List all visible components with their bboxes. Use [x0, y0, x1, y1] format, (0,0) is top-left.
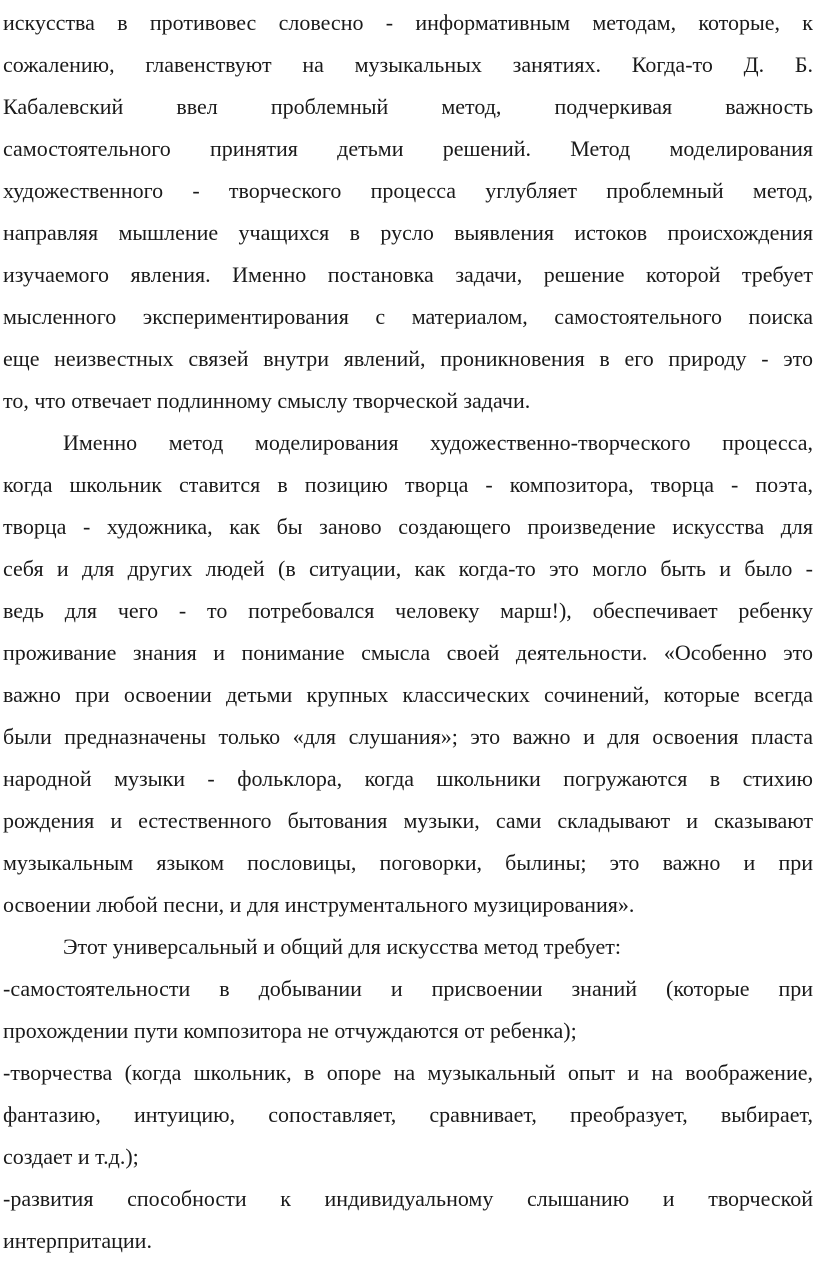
- paragraph: [3, 2, 813, 422]
- text-line: изучаемого явления. Именно постановка задачи, решение которой требует: [3, 262, 813, 287]
- list-item: [3, 1178, 813, 1262]
- text-line: были предназначены только «для слушания»; это важно и для освоения пласта: [3, 724, 813, 749]
- text-line: Кабалевский ввел проблемный метод, подчеркивая важность: [3, 94, 813, 119]
- text-line: направляя мышление учащихся в русло выявления истоков происхождения: [3, 220, 813, 245]
- list-item: [3, 968, 813, 1052]
- text-line: искусства в противовес словесно - информативным методам, которые, к: [3, 10, 813, 35]
- text-line: проживание знания и понимание смысла своей деятельности. «Особенно это: [3, 640, 813, 665]
- text-line: то, что отвечает подлинному смыслу творческой задачи.: [3, 388, 531, 413]
- text-line: интерпритации.: [3, 1228, 152, 1253]
- text-line: самостоятельного принятия детьми решений. Метод моделирования: [3, 136, 813, 161]
- text-line: прохождении пути композитора не отчуждаются от ребенка);: [3, 1018, 577, 1043]
- text-line: мысленного экспериментирования с материалом, самостоятельного поиска: [3, 304, 813, 329]
- text-line: фантазию, интуицию, сопоставляет, сравнивает, преобразует, выбирает,: [3, 1102, 813, 1127]
- paragraph: [3, 926, 813, 968]
- text-line: когда школьник ставится в позицию творца - композитора, творца - поэта,: [3, 472, 813, 497]
- text-line: Именно метод моделирования художественно-творческого процесса,: [63, 430, 813, 455]
- text-line: создает и т.д.);: [3, 1144, 139, 1169]
- text-line: сожалению, главенствуют на музыкальных занятиях. Когда-то Д. Б.: [3, 52, 813, 77]
- text-line: еще неизвестных связей внутри явлений, проникновения в его природу - это: [3, 346, 813, 371]
- text-line: освоении любой песни, и для инструментального музицирования».: [3, 892, 635, 917]
- text-line: -самостоятельности в добывании и присвоении знаний (которые при: [3, 976, 813, 1001]
- text-line: важно при освоении детьми крупных классических сочинений, которые всегда: [3, 682, 813, 707]
- text-line: Этот универсальный и общий для искусства метод требует:: [63, 934, 622, 959]
- list-item: [3, 1052, 813, 1178]
- text-line: творца - художника, как бы заново создающего произведение искусства для: [3, 514, 813, 539]
- text-line: музыкальным языком пословицы, поговорки, былины; это важно и при: [3, 850, 813, 875]
- text-line: ведь для чего - то потребовался человеку марш!), обеспечивает ребенку: [3, 598, 813, 623]
- text-line: себя и для других людей (в ситуации, как когда-то это могло быть и было -: [3, 556, 813, 581]
- text-line: рождения и естественного бытования музыки, сами складывают и сказывают: [3, 808, 813, 833]
- paragraph: [3, 422, 813, 926]
- text-line: народной музыки - фольклора, когда школьники погружаются в стихию: [3, 766, 813, 791]
- text-line: -развития способности к индивидуальному слышанию и творческой: [3, 1186, 813, 1211]
- text-line: -творчества (когда школьник, в опоре на музыкальный опыт и на воображение,: [3, 1060, 813, 1085]
- text-line: художественного - творческого процесса углубляет проблемный метод,: [3, 178, 813, 203]
